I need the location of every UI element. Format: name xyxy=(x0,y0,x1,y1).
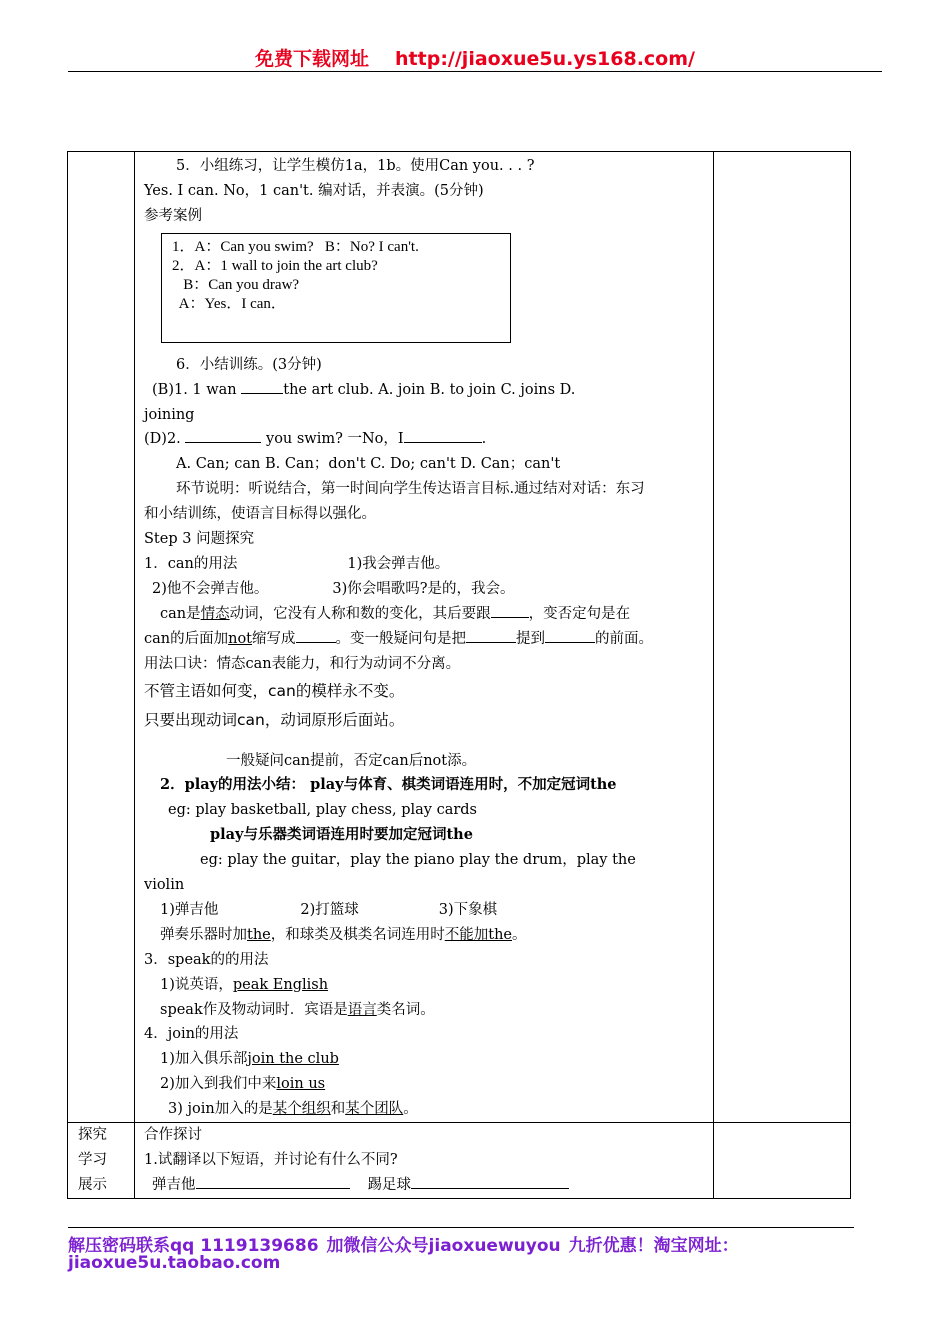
text-line: 和小结训练，使语言目标得以强化。 xyxy=(144,506,376,523)
text-line: violin xyxy=(144,877,185,894)
text-line: eg: play the guitar，play the piano play the drum，play the xyxy=(200,852,636,869)
text-line: speak作及物动词时．宾语是语言类名词。 xyxy=(160,1001,435,1018)
dialogue-line: 1．A：Can you swim? B：No? I can't. xyxy=(172,238,419,255)
header-url-link[interactable]: http://jiaoxue5u.ys168.com/ xyxy=(395,48,695,70)
text-line: joining xyxy=(144,406,195,423)
content-cell xyxy=(135,1123,714,1199)
text-line: 2)他不会弹吉他。 3)你会唱歌吗?是的，我会。 xyxy=(152,580,515,597)
footer-wechat: 加微信公众号jiaoxuewuyou xyxy=(326,1236,561,1256)
header-divider xyxy=(68,71,882,72)
text-line: eg: play basketball, play chess, play cards xyxy=(168,802,477,819)
text-line: 合作探讨 xyxy=(144,1127,202,1144)
side-label-cell xyxy=(68,152,135,1123)
text-line: A. Can; can B. Can；don't C. Do; can't D. Can；can't xyxy=(176,456,561,473)
footer-contact: 解压密码联系qq 1119139686 xyxy=(68,1236,319,1256)
table-row xyxy=(68,1123,851,1199)
content-cell xyxy=(135,152,714,1123)
dialogue-line: 2．A：1 wall to join the art club? xyxy=(172,257,378,274)
dialogue-line: B：Can you draw? xyxy=(172,276,300,293)
text-line: Yes. I can. No，1 can't. 编对话，并表演。(5分钟) xyxy=(144,182,484,199)
text-line: 6．小结训练。(3分钟) xyxy=(176,356,322,373)
text-line: 4．join的用法 xyxy=(144,1026,239,1043)
table-row xyxy=(68,152,851,1123)
mnemonic-line: 不管主语如何变，can的模样永不变。 xyxy=(144,681,405,700)
text-line: 2)加入到我们中来loin us xyxy=(160,1076,326,1093)
text-line: 参考案例 xyxy=(144,207,202,224)
notes-cell xyxy=(714,152,851,1123)
reference-dialogue-box xyxy=(161,233,511,343)
side-label: 学习 xyxy=(78,1152,107,1169)
text-line: 1.试翻译以下短语，并讨论有什么不同? xyxy=(144,1152,398,1168)
notes-cell xyxy=(714,1123,851,1199)
text-line: 1)说英语，peak English xyxy=(160,976,329,993)
lesson-table xyxy=(67,151,851,1199)
text-line: 环节说明：听说结合，第一时间向学生传达语言目标.通过结对对话：东习 xyxy=(176,481,645,498)
text-line: 1)加入俱乐部join the club xyxy=(160,1051,339,1068)
text-line: 3．speak的的用法 xyxy=(144,951,269,968)
exercise-line: (D)2. you swim? 一No，I . xyxy=(144,427,705,452)
side-label-cell xyxy=(68,1123,135,1199)
text-line: 一般疑问can提前，否定can后not添。 xyxy=(226,752,477,769)
text-line: 弹奏乐器时加the，和球类及棋类名词连用时不能加the。 xyxy=(160,926,527,943)
text-line: Step 3 问题探究 xyxy=(144,531,255,548)
download-header xyxy=(0,44,950,71)
text-line: play与乐器类词语连用时要加定冠词the xyxy=(210,826,473,844)
header-label: 免费下载网址 xyxy=(255,48,370,70)
text-line: 5．小组练习，让学生模仿1a，1b。使用Can you. . . ? xyxy=(176,158,535,174)
text-line: 3) join加入的是某个组织和某个团队。 xyxy=(168,1101,418,1118)
text-line: 2．play的用法小结： play与体育、棋类词语连用时，不加定冠词the xyxy=(160,776,617,794)
footer-store-link[interactable]: jiaoxue5u.taobao.com xyxy=(68,1253,281,1273)
side-label: 展示 xyxy=(78,1177,107,1194)
text-line: can的后面加not缩写成 。变一般疑问句是把 提到 的前面。 xyxy=(144,627,705,652)
mnemonic-line: 只要出现动词can，动词原形后面站。 xyxy=(144,710,405,729)
footer-promo: 九折优惠！淘宝网址： xyxy=(568,1236,739,1256)
text-line: 用法口诀：情态can表能力，和行为动词不分离。 xyxy=(144,655,461,672)
exercise-line: (B)1. 1 wan the art club. A. join B. to join C. joins D. xyxy=(144,378,705,403)
text-line: 1．can的用法 1)我会弹吉他。 xyxy=(144,555,450,572)
footer-divider xyxy=(68,1227,854,1228)
text-line: 1)弹吉他 2)打篮球 3)下象棋 xyxy=(160,901,498,918)
text-line: 弹吉他 踢足球 xyxy=(144,1173,705,1198)
side-label: 探究 xyxy=(78,1127,107,1144)
text-line: can是情态动词，它没有人称和数的变化，其后要跟 ，变否定句是在 xyxy=(144,602,705,627)
dialogue-line: A：Yes．I can． xyxy=(172,295,286,312)
